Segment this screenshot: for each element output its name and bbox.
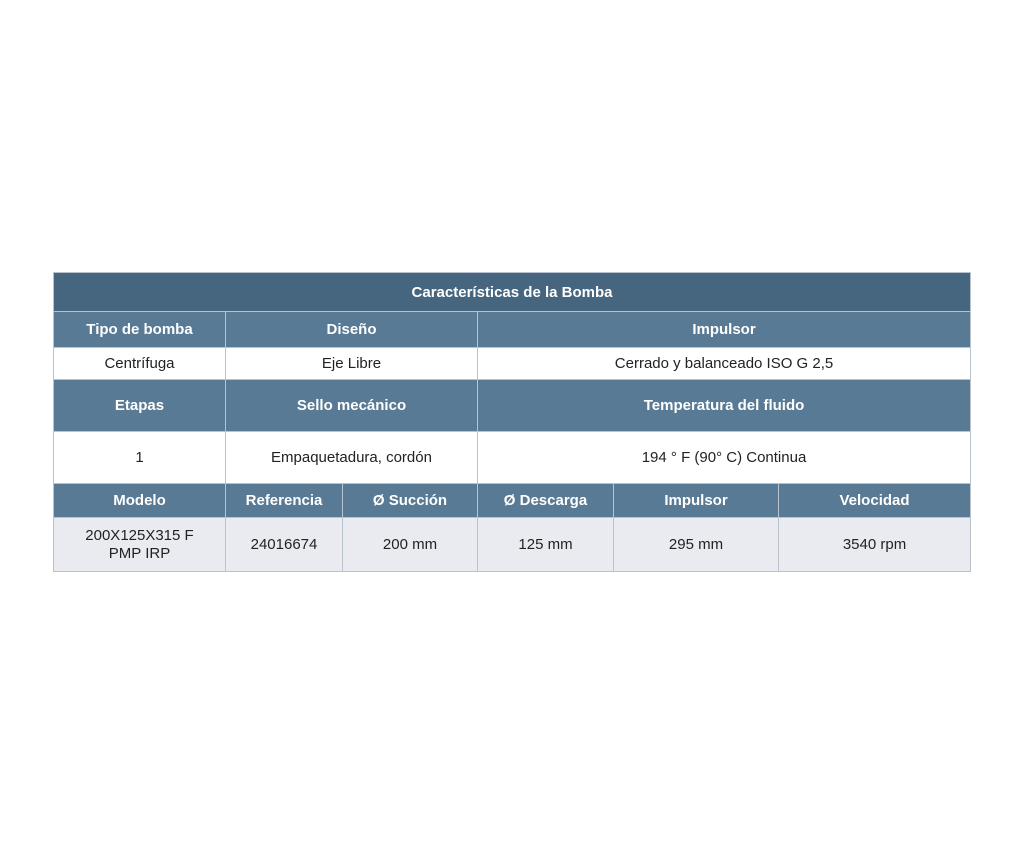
header-succion: Ø Succión — [343, 484, 478, 518]
value-velocidad: 3540 rpm — [779, 518, 971, 572]
header-modelo: Modelo — [54, 484, 226, 518]
value-etapas: 1 — [54, 432, 226, 484]
value-modelo — [54, 518, 226, 572]
value-succion: 200 mm — [343, 518, 478, 572]
table-title: Características de la Bomba — [54, 273, 971, 312]
header-sello-mecanico: Sello mecánico — [226, 380, 478, 432]
value-sello-mecanico: Empaquetadura, cordón — [226, 432, 478, 484]
header-impulsor-diametro: Impulsor — [614, 484, 779, 518]
value-descarga: 125 mm — [478, 518, 614, 572]
value-temperatura-del-fluido: 194 ° F (90° C) Continua — [478, 432, 971, 484]
value-modelo-line1: 200X125X315 F — [85, 526, 194, 544]
value-impulsor: Cerrado y balanceado ISO G 2,5 — [478, 348, 971, 380]
header-tipo-de-bomba: Tipo de bomba — [54, 312, 226, 348]
header-diseno: Diseño — [226, 312, 478, 348]
value-diseno: Eje Libre — [226, 348, 478, 380]
header-velocidad: Velocidad — [779, 484, 971, 518]
value-tipo-de-bomba: Centrífuga — [54, 348, 226, 380]
value-modelo-line2: PMP IRP — [108, 544, 171, 562]
pump-characteristics-table — [53, 272, 971, 572]
header-etapas: Etapas — [54, 380, 226, 432]
header-referencia: Referencia — [226, 484, 343, 518]
value-impulsor-diametro: 295 mm — [614, 518, 779, 572]
header-temperatura-del-fluido: Temperatura del fluido — [478, 380, 971, 432]
header-impulsor: Impulsor — [478, 312, 971, 348]
value-referencia: 24016674 — [226, 518, 343, 572]
header-descarga: Ø Descarga — [478, 484, 614, 518]
